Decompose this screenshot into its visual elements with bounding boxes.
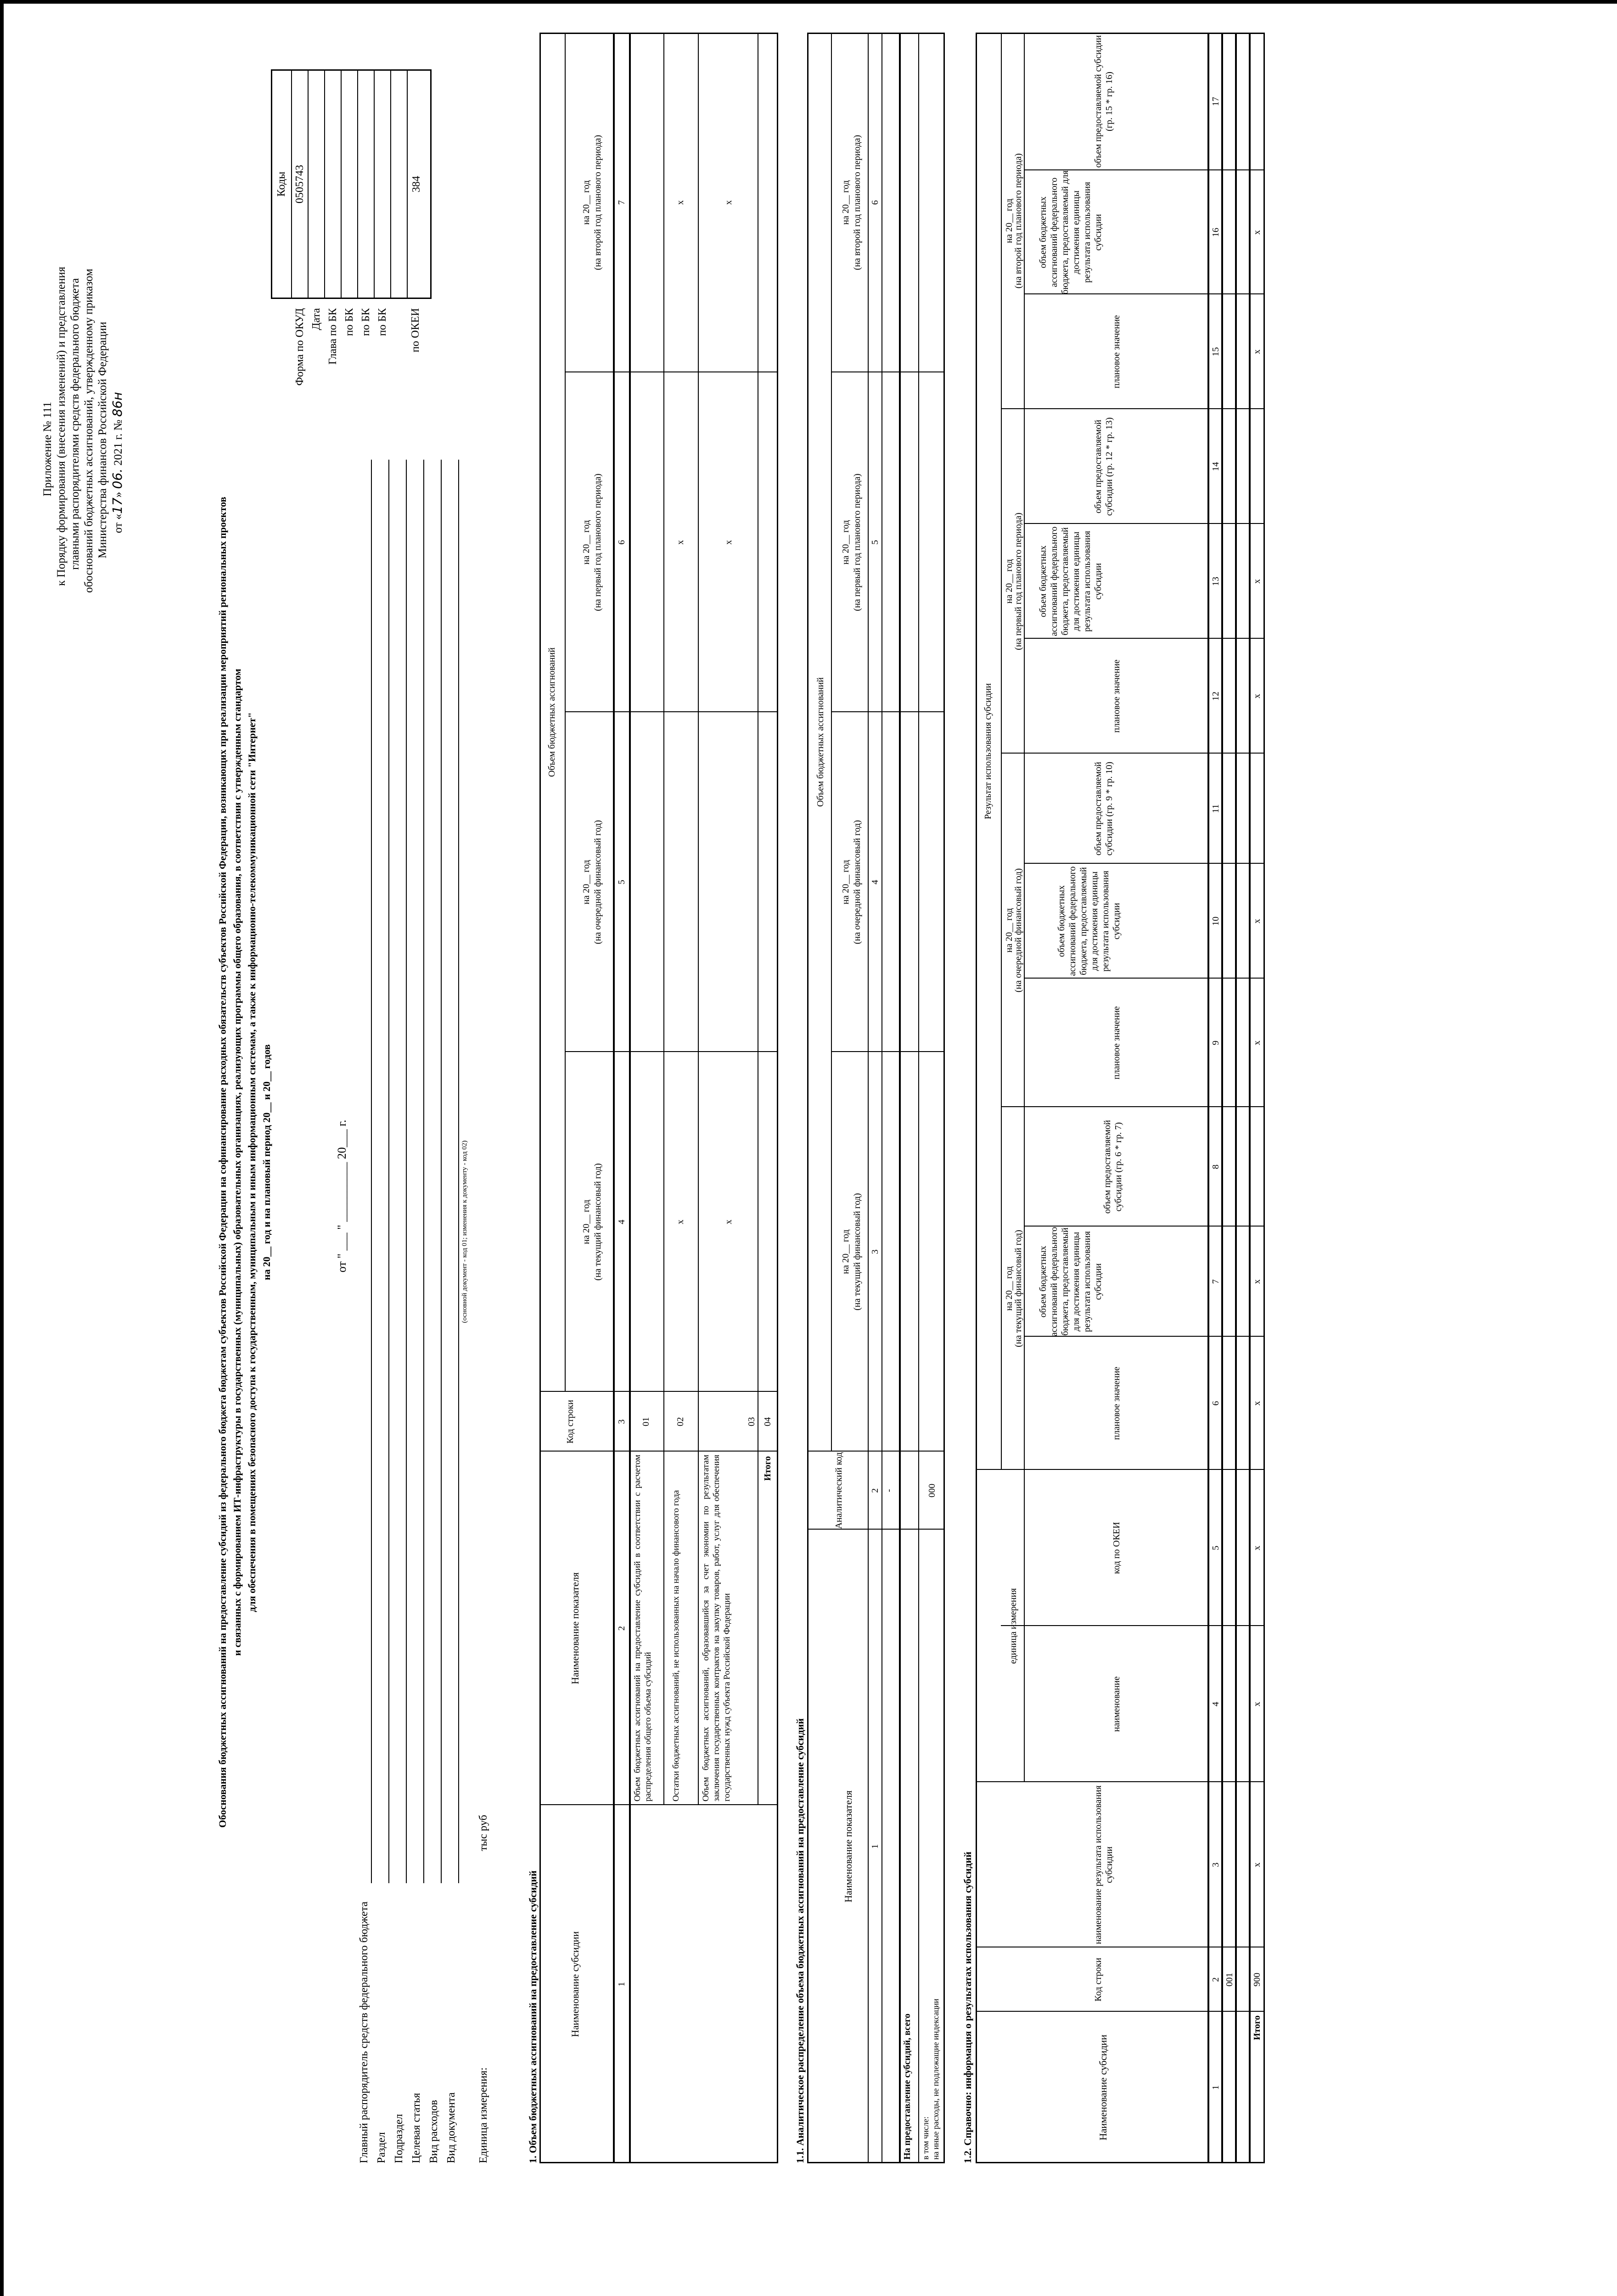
s12-num-3: 3 [1211,1863,1221,1867]
s1-h-y1: на 20__ год [581,1199,591,1244]
s1-h-y4s: (на второй год планового периода) [593,135,603,270]
s11-h-y2s: (на очередной финансовый год) [852,820,862,945]
s11-h-y2: на 20__ год [841,860,851,905]
s1-row3-c7: x [724,200,734,205]
s1-h-y2s: (на очередной финансовый год) [593,820,603,945]
s12-total-x-13: x [1252,579,1262,584]
s1-row1-code: 01 [641,1417,651,1426]
s12-total-x-7: x [1252,1279,1262,1284]
section12-title: 1.2. Справочно: информация о результатах использования субсидий [962,1851,973,2163]
s12-num-17: 17 [1211,97,1221,106]
s12-h-prov-3: объем предоставляемой субсидии (гр. 12 * гр. 13) [1093,417,1114,516]
s12-h-prov-1: объем предоставляемой субсидии (гр. 6 * гр. 7) [1102,1120,1123,1214]
s1-num-7: 7 [617,200,627,205]
s12-num-10: 10 [1211,917,1221,926]
appendix-date-prefix: от « [112,514,124,533]
s12-h-prov-2: объем предоставляемой субсидии (гр. 9 * гр. 10) [1093,761,1114,856]
s12-h-y2: на 20__ год [1004,908,1014,953]
s11-h-name: Наименование показателя [842,1790,854,1902]
s12-num-6: 6 [1211,1401,1221,1406]
field-gr-label: Главный распорядитель средств федерального бюджета [358,1902,370,2163]
s12-num-9: 9 [1211,1041,1221,1045]
s12-num-16: 16 [1211,228,1221,237]
s1-h-y3: на 20__ год [581,520,591,565]
s12-num-11: 11 [1211,804,1221,813]
s11-h-y1: на 20__ год [841,1229,851,1274]
title-line1: Обоснования бюджетных ассигнований на предоставление субсидий из федерального бюджета бюджетам субъектов Российской Федерации на софинансирование расходных обязательств субъектов Российской Федерации, возникающих при реализации мероприятий региональных проектов [217,496,228,1828]
appendix-line4: обоснований бюджетных ассигнований, утвержденному приказом [83,269,95,593]
appendix-date-month: 06. [110,468,125,489]
s1-h-y4: на 20__ год [581,180,591,225]
title-line2: и связанных с формированием ИТ-инфраструктуры в государственных (муниципальных) образовательных организациях, реализующих программы общего образования, в соответствии с утвержденным стандартом [231,669,243,1656]
s11-num-1: 1 [870,1844,880,1849]
codes-label-7: по ОКЕИ [410,308,421,353]
s12-num-4: 4 [1211,1702,1221,1706]
s12-h-y2s: (на очередной финансовый год) [1013,868,1023,993]
s12-h-volfed-1: объем бюджетных ассигнований федерального бюджета, предоставляемый для достижения единицы результата использования субсидии [1038,1227,1103,1337]
appendix-date-year: 2021 г. № [112,419,124,466]
s11-num-6: 6 [870,200,880,205]
s11-h-y3s: (на первый год планового периода) [852,473,862,611]
s12-num-1: 1 [1211,2085,1221,2090]
s12-h-plan-3: плановое значение [1112,659,1122,733]
s1-num-4: 4 [617,1220,627,1224]
s1-row2-c4: x [675,1220,685,1224]
s12-total-x-4: x [1252,1702,1262,1706]
s12-h-y3s: (на первый год планового периода) [1013,512,1023,650]
s1-h-y3s: (на первый год планового периода) [593,473,603,611]
title-line3: для обеспечения в помещениях безопасного доступа к государственным, муниципальным и иным информационным системам, а также к информационно-телекоммуникационной сети "Интернет" [246,712,258,1612]
codes-label-0: Форма по ОКУД [294,308,306,386]
s12-total-x-16: x [1252,230,1262,235]
s12-h-y4s: (на второй год планового периода) [1013,153,1023,289]
s12-h-prov-4: объем предоставляемой субсидии (гр. 15 * гр. 16) [1093,35,1114,168]
s12-h-name-subsidy: Наименование субсидии [1097,2034,1109,2141]
s12-h-y4: на 20__ год [1004,198,1014,243]
field-section-label: Раздел [376,2132,387,2163]
s1-row2-code: 02 [675,1417,685,1426]
title-line4: на 20__ год и на плановый период 20__ и 20__ годов [261,1044,272,1280]
appendix-date-mid: » [112,492,124,498]
s1-num-5: 5 [617,880,627,884]
s12-num-7: 7 [1211,1279,1221,1284]
s11-sub1: в том числе: [921,2116,930,2160]
codes-label-2: Глава по БК [327,308,339,365]
s12-h-plan-4: плановое значение [1112,315,1122,388]
s12-h-result: Результат использования субсидии [983,683,993,820]
s11-sub2-code: 000 [927,1484,937,1497]
document-date-line: от " ___ " __________ 20___ г. [335,1120,348,1272]
codes-label-5: по БК [376,308,388,336]
s12-row-code: 001 [1224,1973,1235,1986]
s1-total-label: Итого [763,1456,773,1481]
s1-row3-c6: x [724,540,734,545]
s12-h-plan-2: плановое значение [1112,1006,1122,1080]
appendix-number: 86н [110,392,125,417]
s11-dash-code: - [884,1489,894,1492]
s12-total-x-9: x [1252,1041,1262,1045]
s11-num-4: 4 [870,880,880,884]
s12-h-unit-name: наименование [1112,1676,1122,1732]
field-doc-type-label: Вид документа [445,2092,457,2163]
s1-row2-c6: x [675,540,685,545]
s12-num-13: 13 [1211,577,1221,586]
s12-num-12: 12 [1211,692,1221,701]
s12-h-plan-1: плановое значение [1112,1367,1122,1440]
field-expense-type-label: Вид расходов [428,2100,440,2163]
s11-h-code: Аналитический код [834,1452,844,1529]
s11-num-5: 5 [870,540,880,545]
s12-h-volfed-3: объем бюджетных ассигнований федерального бюджета, предоставляемый для достижения единицы результата использования субсидии [1038,526,1103,636]
s1-h-name-indicator: Наименование показателя [569,1572,581,1684]
unit-label: Единица измерения: [477,2067,489,2163]
s12-num-2: 2 [1211,1977,1221,1982]
field-subsection-label: Подраздел [393,2114,405,2163]
codes-title: Коды [275,171,287,197]
s12-num-15: 15 [1211,347,1221,356]
s11-sub2: на иные расходы, не подлежащие индексации [931,1998,940,2160]
s1-num-2: 2 [617,1626,627,1631]
s1-num-6: 6 [617,540,627,545]
s11-num-2: 2 [870,1488,880,1493]
s1-num-3: 3 [617,1419,627,1424]
s12-h-y3: на 20__ год [1004,559,1014,604]
field-target-article-label: Целевая статья [410,2093,422,2163]
s12-num-5: 5 [1211,1546,1221,1550]
s12-h-volfed-2: объем бюджетных ассигнований федерального бюджета, предоставляемый для достижения единицы результата использования субсидии [1056,866,1122,976]
section11-title: 1.1. Аналитическое распределение объема бюджетных ассигнований на предоставление субсидий [794,1718,806,2163]
s12-h-unit-okei: код по ОКЕИ [1112,1522,1122,1574]
s1-row2-name: Остатки бюджетных ассигнований, не использованных на начало финансового года [671,1490,681,1801]
s1-h-y1s: (на текущий финансовый год) [593,1163,603,1281]
s12-num-8: 8 [1211,1165,1221,1169]
s12-total-x-12: x [1252,694,1262,698]
s12-total-x-6: x [1252,1401,1262,1406]
s12-total-code: 900 [1252,1973,1262,1986]
section1-title: 1. Объем бюджетных ассигнований на предоставление субсидий [527,1870,539,2163]
s1-row3-c4: x [724,1220,734,1224]
appendix-line5: Министерства финансов Российской Федерации [96,321,109,558]
s11-h-volume: Объем бюджетных ассигнований [815,677,825,807]
unit-value: тыс руб [477,1815,489,1851]
s12-h-volfed-4: объем бюджетных ассигнований федерального бюджета, предоставляемый для достижения единицы результата использования субсидии [1038,170,1103,294]
doc-type-note: (основной документ - код 01; изменения к документу - код 02) [461,1140,468,1323]
codes-label-3: по БК [343,308,355,336]
s12-h-y1s: (на текущий финансовый год) [1013,1230,1023,1347]
codes-okei-value: 384 [410,176,422,192]
codes-label-4: по БК [360,308,372,336]
s1-row3-name: Объем бюджетных ассигнований, образовавшийся за счет экономии по результатам заключения государственных контрактов на закупку товаров, работ, услуг для обеспечения государственных нужд субъекта Российской Федерации [701,1455,732,1801]
codes-okud-value: 0505743 [294,165,306,203]
appendix-line3: главными распорядителями средств федерального бюджета [69,278,81,570]
s12-num-14: 14 [1211,462,1221,471]
s12-h-result-name: наименование результата использования субсидии [1093,1785,1114,1944]
s12-total-x-15: x [1252,349,1262,354]
s1-h-volume: Объем бюджетных ассигнований [547,647,557,777]
s12-total-x-3: x [1252,1863,1262,1867]
s1-total-code: 04 [763,1417,773,1426]
s1-row2-c7: x [675,200,685,205]
s12-h-y1: на 20__ год [1004,1266,1014,1311]
s11-h-y3: на 20__ год [841,520,851,565]
s12-h-code: Код строки [1093,1958,1103,2002]
s1-row3-code: 03 [747,1417,757,1426]
appendix-line1: Приложение № 111 [41,401,54,496]
s1-row1-name: Объем бюджетных ассигнований на предоставление субсидий в соответствии с расчетом распределения общего объема субсидий [633,1455,653,1801]
appendix-date-line [110,392,125,533]
s1-h-code: Код строки [565,1400,575,1444]
s12-h-unit: единица измерения [1008,1588,1018,1664]
s11-h-y1s: (на текущий финансовый год) [852,1193,862,1311]
appendix-date-day: 17 [110,497,125,514]
s11-num-3: 3 [870,1249,880,1254]
s11-h-y4s: (на второй год планового периода) [852,135,862,270]
s12-total-x-10: x [1252,919,1262,923]
s1-h-y2: на 20__ год [581,860,591,905]
s12-total-label: Итого [1252,2015,1262,2040]
codes-label-1: Дата [310,308,322,330]
s1-h-name-subsidy: Наименование субсидии [569,1931,581,2037]
s11-total-label: На предоставление субсидий, всего [902,2014,912,2160]
s1-num-1: 1 [617,1982,627,1986]
appendix-line2: к Порядку формирования (внесения изменений) и представления [55,266,67,586]
s11-h-y4: на 20__ год [841,180,851,225]
s12-total-x-5: x [1252,1546,1262,1550]
